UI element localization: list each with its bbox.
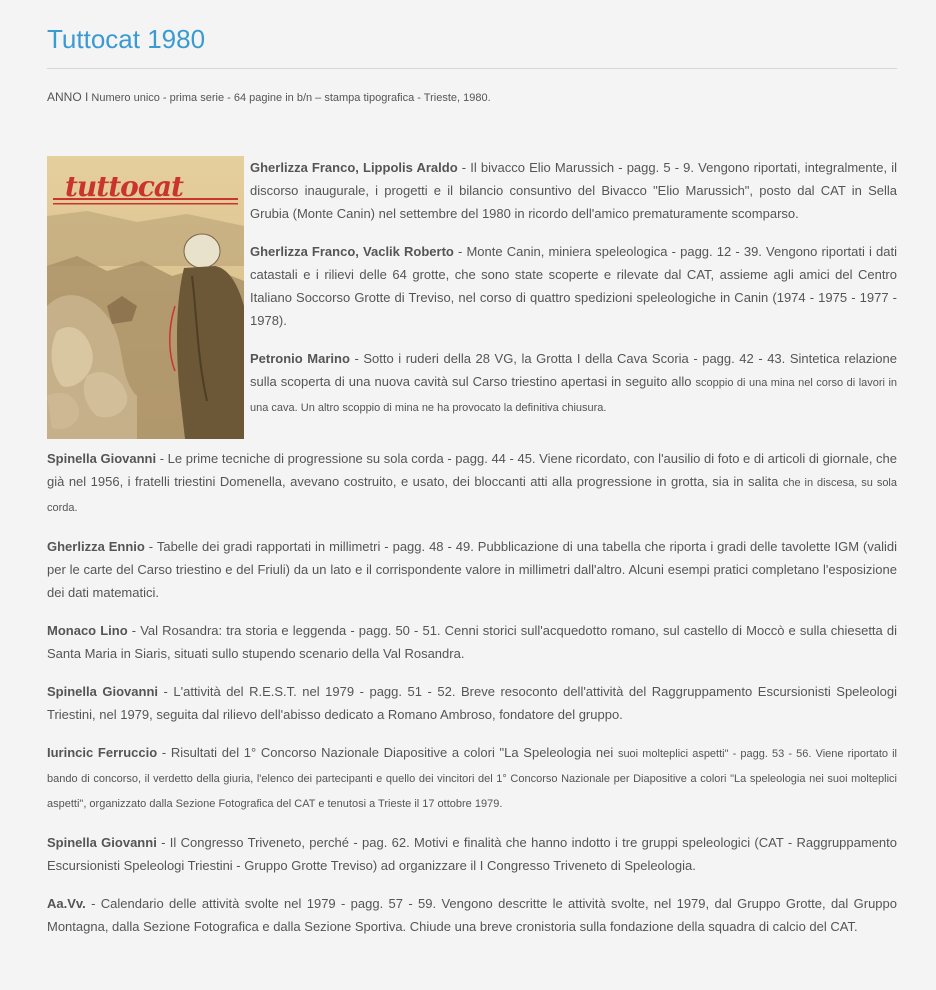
entry-4 [47,447,897,520]
issue-details: Numero unico - prima serie - 64 pagine in b/n – stampa tipografica - Trieste, 1980. [88,92,491,104]
article-content [47,156,897,953]
entry-text: - Monte Canin, miniera speleologica - pagg. 12 - 39. Vengono riportati i dati catastali e i rilievi delle 64 grotte, che sono state scoperte e rilevate dal CAT, assieme agli amici del Centro Italiano Soccorso Grotte di Treviso, nel corso di quattro spedizioni speleologiche in Canin (1974 - 1975 - 1977 - 1978). [250,244,898,328]
entry-text: - Sotto i ruderi della 28 VG, la Grotta I della Cava Scoria - pagg. 42 - 43. Sintetica relazione sulla scoperta di una nuova cavità sul Carso triestino apertasi in seguito allo [250,351,897,389]
title-divider [47,68,897,69]
entry-author: Spinella Giovanni [47,451,157,466]
page-title: Tuttocat 1980 [47,24,206,54]
cover-logo: tuttocat [65,170,183,203]
entry-text: - Il bivacco Elio Marussich - pagg. 5 - 9. Vengono riportati, integralmente, il discorso inaugurale, i progetti e il bilancio consuntivo del Bivacco "Elio Marussich", posto dal CAT in Sella Grubia (Monte Canin) nel settembre del 1980 in ricordo dell'amico prematuramente scomparso. [250,160,897,221]
entry-7 [47,680,897,726]
entry-text-small: che in discesa, su sola corda. [47,477,897,514]
entry-text: - L'attività del R.E.S.T. nel 1979 - pagg. 51 - 52. Breve resoconto dell'attività del Raggruppamento Escursionisti Speleologi Triestini, nel 1979, seguita dal rilievo dell'abisso dedicato a Romano Ambroso, fondatore del gruppo. [47,684,897,722]
issue-year-label: ANNO I [47,90,89,104]
entry-author: Monaco Lino [47,623,128,638]
entry-author: Petronio Marino [250,351,350,366]
entry-text: - Val Rosandra: tra storia e leggenda - pagg. 50 - 51. Cenni storici sull'acquedotto romano, sul castello di Moccò e sulla chiesetta di Santa Maria in Siaris, situati sullo stupendo scenario della Val Rosandra. [47,623,897,661]
entry-text: - Le prime tecniche di progressione su sola corda - pagg. 44 - 45. Viene ricordato, con l'ausilio di foto e di articoli di giornale, che già nel 1956, i fratelli triestini Domenella, avevano costruito, e usato, dei bloccanti atti alla progressione in grotta, sia in salita [47,451,898,489]
issue-info [47,90,897,105]
entry-5 [47,535,897,604]
entry-9 [47,831,897,877]
entry-8 [47,741,897,816]
entry-6 [47,619,897,665]
entry-author: Gherlizza Franco, Vaclik Roberto [250,244,454,259]
entry-text: - Tabelle dei gradi rapportati in millimetri - pagg. 48 - 49. Pubblicazione di una tabella che riporta i gradi delle tavolette IGM (validi per le carte del Carso triestino e del Friuli) da un lato e il corrispondente valore in millimetri dall'altro. Alcuni esempi pratici completano l'esposizione dei dati matematici. [47,539,897,600]
entry-author: Spinella Giovanni [47,835,157,850]
entry-text-small: scoppio di una mina nel corso di lavori in una cava. Un altro scoppio di mina ne ha provocato la definitiva chiusura. [250,377,898,414]
entry-text-small: suoi molteplici aspetti" - pagg. 53 - 56. Viene riportato il bando di concorso, il verdetto della giuria, l'elenco dei partecipanti e quello dei vincitori del 1° Concorso Nazionale per Diapositive a colori "La speleologia nei suoi molteplici aspetti", organizzato dalla Sezione Fotografica del CAT e tenutosi a Trieste il 17 ottobre 1979. [47,748,897,810]
entry-author: Gherlizza Ennio [47,539,145,554]
entry-author: Iurincic Ferruccio [47,745,158,760]
entry-text: - Risultati del 1° Concorso Nazionale Diapositive a colori "La Speleologia nei [157,745,618,760]
entry-text: - Calendario delle attività svolte nel 1979 - pagg. 57 - 59. Vengono descritte le attività svolte, nel 1979, dal Gruppo Grotte, dal Gruppo Montagna, dalla Sezione Fotografica e dalla Sezione Sportiva. Chiude una breve cronistoria sulla fondazione della squadra di calcio del CAT. [47,896,897,934]
magazine-cover-image [47,156,244,439]
entry-author: Aa.Vv. [47,896,86,911]
entry-10 [47,892,897,938]
entry-author: Gherlizza Franco, Lippolis Araldo [250,160,458,175]
entry-text: - Il Congresso Triveneto, perché - pag. 62. Motivi e finalità che hanno indotto i tre gruppi speleologici (CAT - Raggruppamento Escursionisti Speleologi Triestini - Gruppo Grotte Treviso) ad organizzare il I Congresso Triveneto di Speleologia. [47,835,898,873]
entry-author: Spinella Giovanni [47,684,158,699]
